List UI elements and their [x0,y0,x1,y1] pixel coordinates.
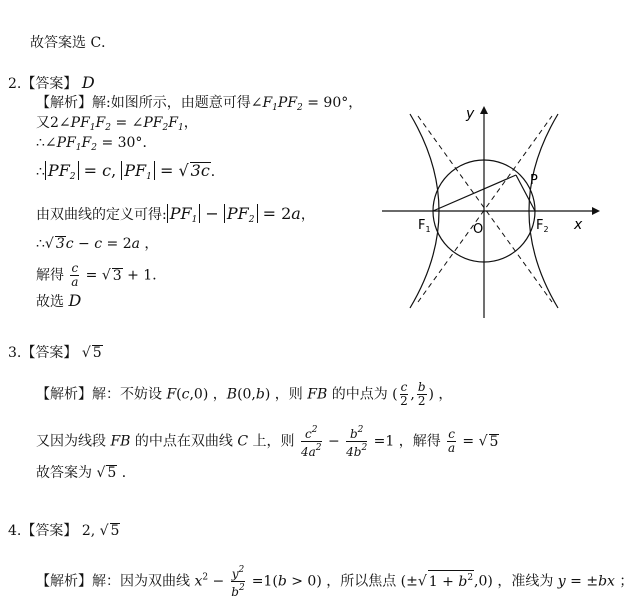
q2-answer-label: 【答案】 [21,76,78,92]
intro-text: 故答案选 C． [30,35,116,51]
q4-answer-label: 【答案】 [21,523,78,539]
q2-line3: $\therefore\angle PF_1F_2 = 30^\circ$． [36,135,157,153]
q3-line1: 【解析】解：不妨设 F(c,0) ，B(0,b) ，则 FB 的中点为 ( $\frac{c}{2}$ , $\frac{b}{2}$ ) ， [36,380,453,408]
q4-line1: 【解析】解：因为双曲线 $x^2$ − $\frac{y^2}{b^2}$ =1(b > 0) ，所以焦点 (±√ $1 + b^2,0$) ，准线为 y = ±bx ； [36,565,633,599]
q2-line1: 解:如图所示，由题意可得$\angle F_1PF_2 = 90^\circ$， [92,95,363,113]
q4-answer-value: 2, √ 5 [81,523,120,539]
q2-answer-value: D [81,73,95,92]
q2-line6: ∴√ 3c − c = 2a ， [36,236,159,252]
q4-analysis-label: 【解析】 [36,573,92,590]
y-axis-arrow [480,106,488,114]
y-axis-label: y [466,106,475,122]
hyperbola-figure [380,96,602,322]
q2-answer-line [8,73,95,94]
point-f2-label: $F_2$ [536,218,549,234]
point-p-label: P [530,173,538,188]
q2-line4: ∴ $PF_2 = c$, $PF_1$ = √ 3c． [36,161,225,182]
q3-answer-value: √ 5 [81,345,102,361]
segment-f1-p [433,175,516,211]
point-f1-label: $F_1$ [418,218,431,234]
q3-answer-line [8,343,103,363]
q2-line2: 又$2\angle PF_1F_2$ = $\angle PF_2F_1$， [36,115,198,133]
q2-line7-prefix: 解得 [36,267,64,284]
x-axis-label: x [574,217,583,233]
q4-answer-line [8,521,120,541]
q3-analysis-label: 【解析】 [36,386,92,403]
origin-label: O [473,222,484,237]
q3-number: 3. [8,345,22,361]
q2-line8 [36,291,81,312]
q2-line5-prefix: 由双曲线的定义可得: [36,207,167,223]
q3-line2: 又因为线段 FB 的中点在双曲线 C 上，则 $\frac{c^2}{4a^2}$ − $\frac{b^2}{4b^2}$ =1 ，解得 $\frac{c}{a}$ = √ 5 [36,425,499,459]
q2-line7: 解得 $\frac{c}{a}$ = √ 3 + 1． [36,261,167,289]
q2-line5: 由双曲线的定义可得: $PF_1 - PF_2 = 2a$， [36,204,315,225]
intro-conclusion [30,33,115,53]
q4-number: 4. [8,523,22,539]
q2-number: 2. [8,76,22,92]
q2-analysis-label: 【解析】 [36,95,92,111]
q2-line8-prefix: 故选 [36,294,64,310]
q3-line3: 故答案为 √ 5 ． [36,465,136,481]
q2-line8-value: D [68,291,82,310]
x-axis-arrow [592,207,600,215]
q3-answer-label: 【答案】 [21,345,78,361]
